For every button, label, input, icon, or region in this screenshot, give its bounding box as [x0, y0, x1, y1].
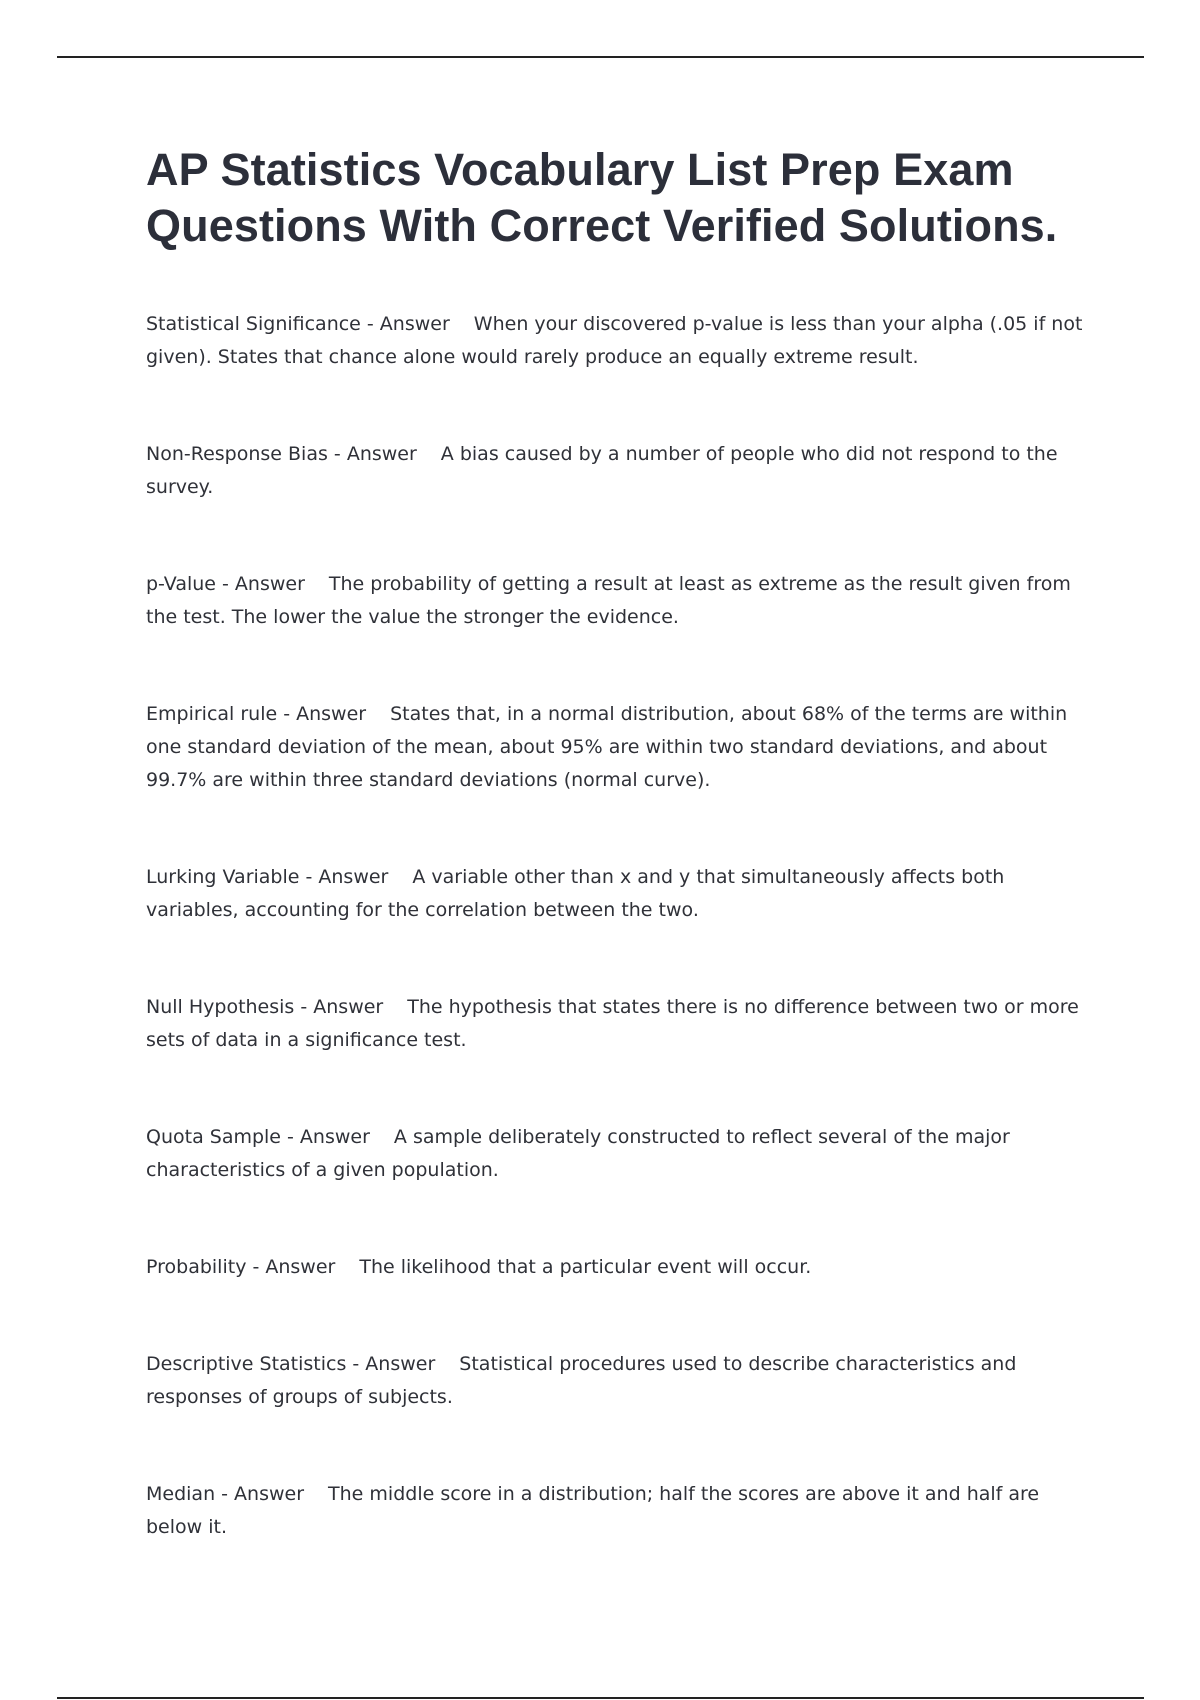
- entry-term: p-Value - Answer: [146, 573, 305, 595]
- entry-definition: When your discovered p-value is less than your alpha (.05 if not given). States that chance alone would rarely produce an equally extreme result.: [146, 313, 1083, 368]
- list-item: [146, 991, 1096, 1057]
- entry-list: [146, 308, 1096, 1544]
- bottom-divider: [57, 1697, 1144, 1699]
- entry-term: Descriptive Statistics - Answer: [146, 1353, 436, 1375]
- entry-term: Lurking Variable - Answer: [146, 866, 389, 888]
- entry-definition: The middle score in a distribution; half the scores are above it and half are below it.: [146, 1483, 1040, 1538]
- top-divider: [57, 56, 1144, 58]
- list-item: [146, 438, 1096, 504]
- list-item: [146, 568, 1096, 634]
- entry-term: Statistical Significance - Answer: [146, 313, 450, 335]
- list-item: [146, 861, 1096, 927]
- list-item: [146, 1348, 1096, 1414]
- entry-term: Null Hypothesis - Answer: [146, 996, 384, 1018]
- entry-term: Quota Sample - Answer: [146, 1126, 370, 1148]
- document-title: AP Statistics Vocabulary List Prep Exam Questions With Correct Verified Solutions.: [146, 144, 1058, 251]
- entry-term: Probability - Answer: [146, 1256, 336, 1278]
- document-body: [146, 142, 1096, 1608]
- list-item: [146, 308, 1096, 374]
- list-item: [146, 698, 1096, 797]
- entry-definition: States that, in a normal distribution, about 68% of the terms are within one standard deviation of the mean, about 95% are within two standard deviations, and about 99.7% are within three standard deviations (normal curve).: [146, 703, 1068, 791]
- entry-definition: A bias caused by a number of people who did not respond to the survey.: [146, 443, 1058, 498]
- entry-definition: The hypothesis that states there is no difference between two or more sets of data in a significance test.: [146, 996, 1079, 1051]
- entry-definition: A sample deliberately constructed to reflect several of the major characteristics of a given population.: [146, 1126, 1010, 1181]
- list-item: [146, 1478, 1096, 1544]
- entry-term: Non-Response Bias - Answer: [146, 443, 417, 465]
- entry-term: Empirical rule - Answer: [146, 703, 367, 725]
- entry-term: Median - Answer: [146, 1483, 305, 1505]
- entry-definition: The probability of getting a result at least as extreme as the result given from the test. The lower the value the stronger the evidence.: [146, 573, 1071, 628]
- entry-definition: The likelihood that a particular event will occur.: [359, 1256, 812, 1278]
- list-item: [146, 1251, 1096, 1284]
- entry-definition: Statistical procedures used to describe characteristics and responses of groups of subjects.: [146, 1353, 1017, 1408]
- list-item: [146, 1121, 1096, 1187]
- entry-definition: A variable other than x and y that simultaneously affects both variables, accounting for the correlation between the two.: [146, 866, 1005, 921]
